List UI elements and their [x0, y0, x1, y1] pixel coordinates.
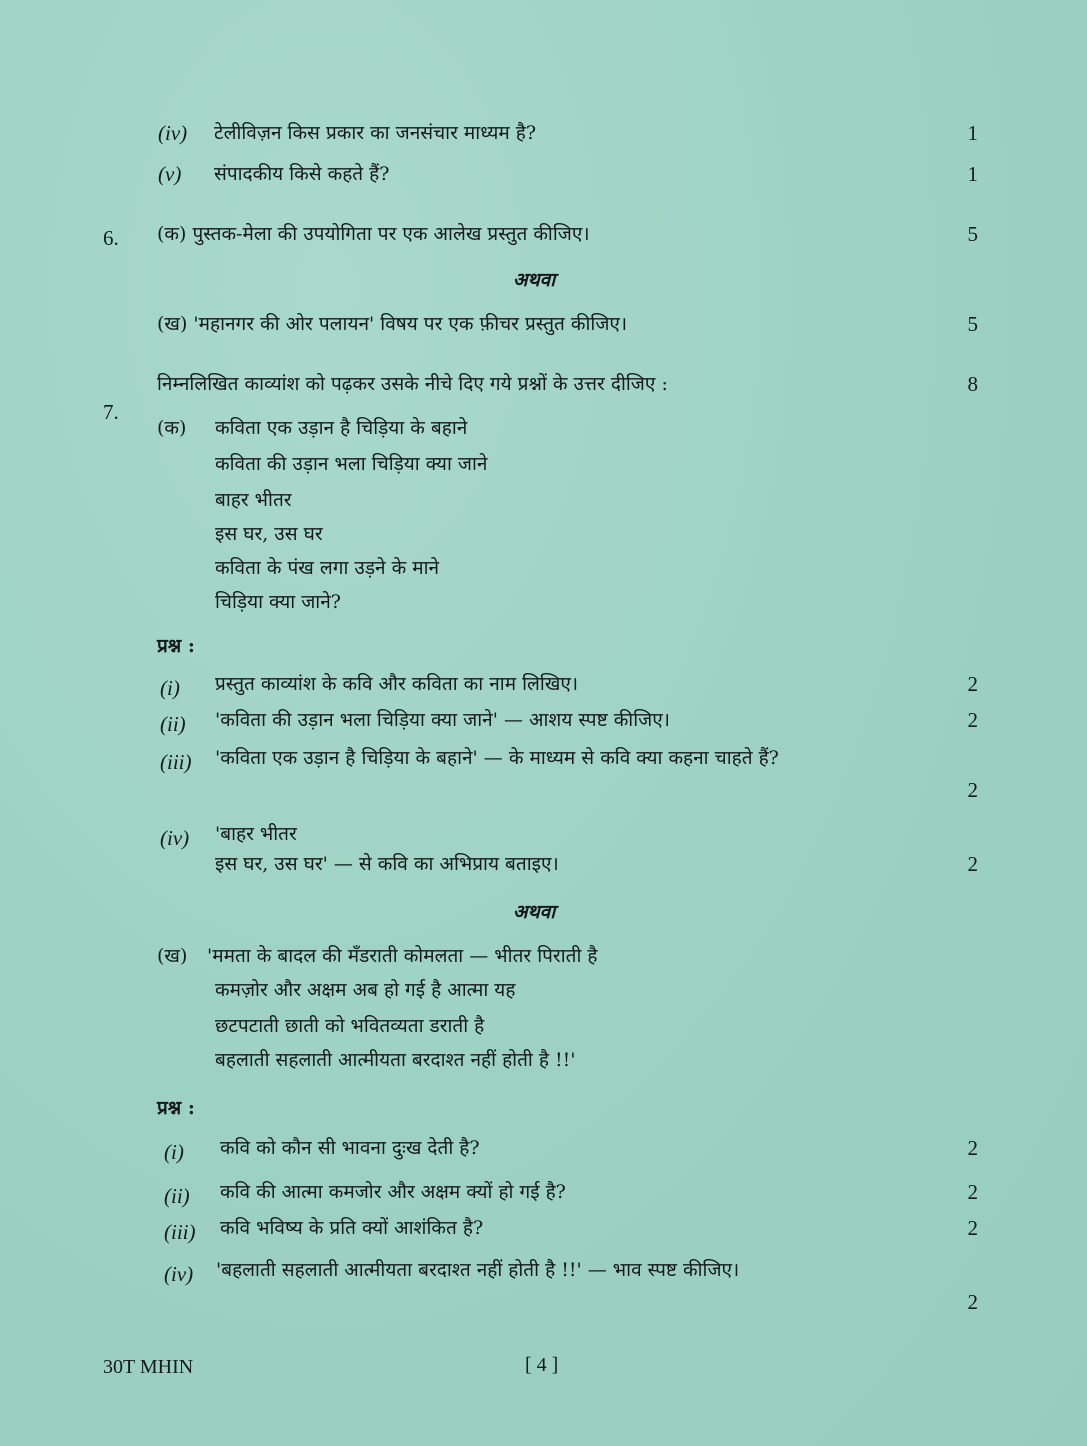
question-number: (ii)	[160, 712, 186, 736]
poem-line: कविता के पंख लगा उड़ने के माने	[215, 557, 440, 579]
marks: 2	[967, 672, 978, 696]
question-number: (iv)	[160, 826, 190, 850]
question-7-number: 7.	[103, 400, 119, 424]
question-number: (v)	[158, 162, 182, 186]
question-number: (iii)	[160, 750, 192, 774]
question-text: 'बाहर भीतर	[215, 823, 297, 845]
poem-line: 'ममता के बादल की मँडराती कोमलता — भीतर पिराती है	[207, 945, 598, 967]
question-number: (i)	[164, 1140, 184, 1164]
or-heading: अथवा	[513, 901, 556, 923]
poem-line: बाहर भीतर	[215, 489, 292, 511]
question-number: (iv)	[158, 121, 188, 145]
question-text: कवि भविष्य के प्रति क्यों आशंकित है?	[220, 1217, 484, 1239]
question-6a-marks: 5	[967, 222, 978, 246]
question-text: कवि को कौन सी भावना दुःख देती है?	[220, 1137, 480, 1159]
marks: 2	[967, 708, 978, 732]
prashn-heading: प्रश्न :	[157, 1097, 195, 1119]
question-number: (i)	[160, 676, 180, 700]
marks: 2	[967, 778, 978, 802]
question-7-marks: 8	[967, 372, 978, 396]
marks: 2	[967, 1180, 978, 1204]
marks: 2	[967, 852, 978, 876]
poem-line: कविता एक उड़ान है चिड़िया के बहाने	[215, 417, 468, 439]
question-text: टेलीविज़न किस प्रकार का जनसंचार माध्यम है?	[214, 122, 537, 144]
poem-b-label: (ख)	[157, 945, 188, 967]
question-text: संपादकीय किसे कहते हैं?	[214, 163, 390, 185]
poem-line: कमज़ोर और अक्षम अब हो गई है आत्मा यह	[215, 979, 516, 1001]
question-text: 'बहलाती सहलाती आत्मीयता बरदाश्त नहीं होती है !!' — भाव स्पष्ट कीजिए।	[216, 1259, 740, 1281]
marks: 1	[967, 121, 978, 145]
poem-line: कविता की उड़ान भला चिड़िया क्या जाने	[215, 453, 488, 475]
question-number: (iv)	[164, 1262, 194, 1286]
question-6a-text: (क) पुस्तक-मेला की उपयोगिता पर एक आलेख प्रस्तुत कीजिए।	[157, 223, 590, 245]
poem-line: छटपटाती छाती को भवितव्यता डराती है	[215, 1015, 485, 1037]
poem-line: इस घर, उस घर	[215, 523, 323, 545]
question-6b-text: (ख) 'महानगर की ओर पलायन' विषय पर एक फ़ीचर प्रस्तुत कीजिए।	[157, 313, 628, 335]
question-text: कवि की आत्मा कमजोर और अक्षम क्यों हो गई है?	[220, 1181, 566, 1203]
question-text: इस घर, उस घर' — से कवि का अभिप्राय बताइए।	[215, 853, 559, 875]
marks: 1	[967, 162, 978, 186]
question-6-number: 6.	[103, 226, 119, 250]
marks: 2	[967, 1290, 978, 1314]
poem-line: चिड़िया क्या जाने?	[215, 591, 341, 613]
poem-line: बहलाती सहलाती आत्मीयता बरदाश्त नहीं होती है !!'	[215, 1049, 576, 1071]
marks: 2	[967, 1136, 978, 1160]
page-number: [ 4 ]	[525, 1354, 559, 1376]
question-number: (ii)	[164, 1184, 190, 1208]
question-6b-marks: 5	[967, 312, 978, 336]
question-7-instruction: निम्नलिखित काव्यांश को पढ़कर उसके नीचे दिए गये प्रश्नों के उत्तर दीजिए :	[157, 373, 668, 395]
question-text: प्रस्तुत काव्यांश के कवि और कविता का नाम लिखिए।	[215, 673, 579, 695]
question-text: 'कविता एक उड़ान है चिड़िया के बहाने' — के माध्यम से कवि क्या कहना चाहते हैं?	[215, 747, 779, 769]
question-text: 'कविता की उड़ान भला चिड़िया क्या जाने' — आशय स्पष्ट कीजिए।	[215, 709, 670, 731]
question-number: (iii)	[164, 1220, 196, 1244]
poem-a-label: (क)	[157, 417, 187, 439]
paper-code: 30T MHIN	[103, 1356, 194, 1378]
prashn-heading: प्रश्न :	[157, 635, 195, 657]
or-heading: अथवा	[513, 269, 556, 291]
marks: 2	[967, 1216, 978, 1240]
